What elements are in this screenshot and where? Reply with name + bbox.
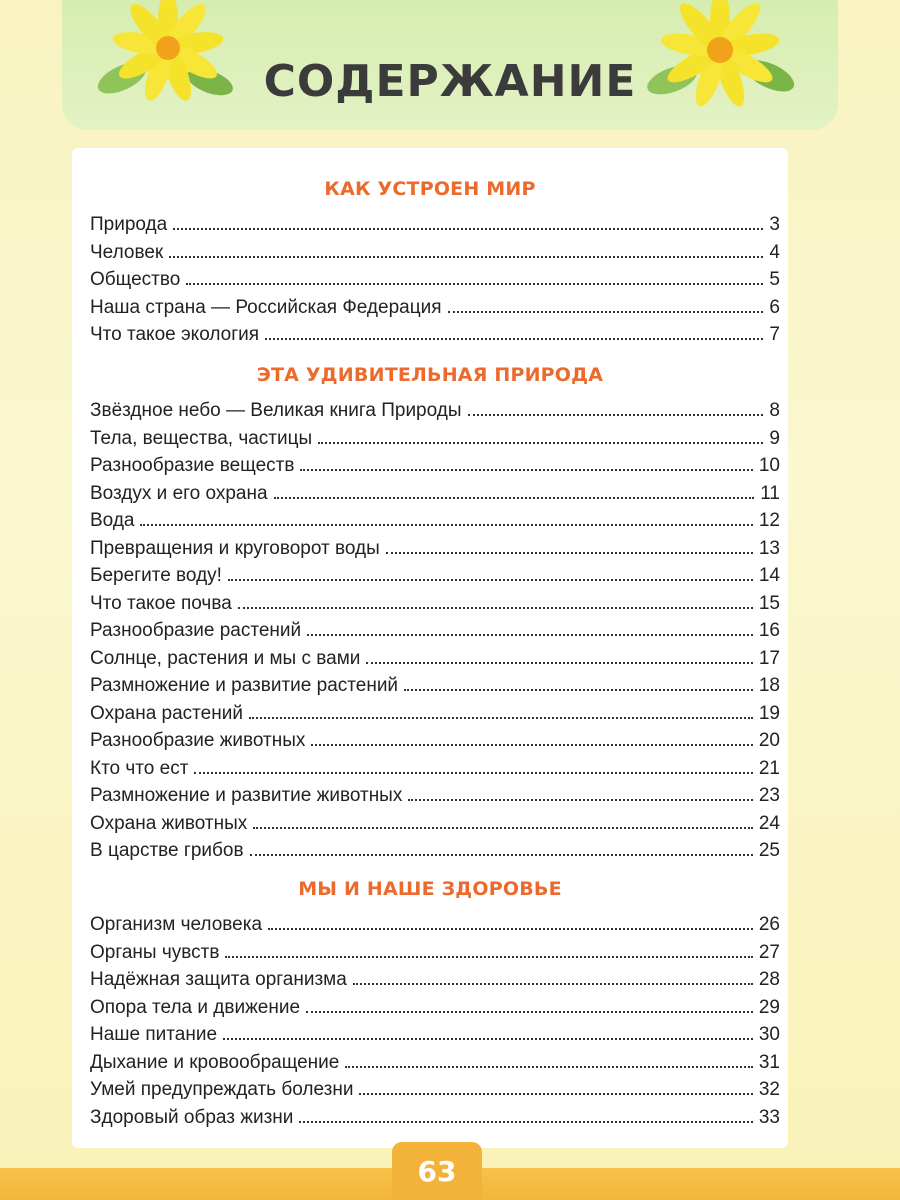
toc-entry-page: 29 [758, 996, 780, 1018]
dot-leader [140, 524, 752, 526]
toc-entry-page: 24 [758, 812, 780, 834]
toc-entry[interactable] [90, 1024, 780, 1050]
toc-entry-label: Что такое почва [90, 592, 232, 614]
toc-entry-page: 33 [758, 1106, 780, 1128]
toc-entry-page: 23 [758, 785, 780, 806]
toc-entry[interactable] [90, 997, 780, 1023]
toc-entry-page: 12 [758, 510, 780, 531]
toc-entry-label: Воздух и его охрана [90, 482, 268, 504]
toc-entry-page: 13 [758, 537, 780, 559]
dot-leader [366, 662, 752, 664]
toc-entry[interactable] [90, 942, 780, 968]
dot-leader [307, 634, 753, 636]
toc-entry-label: Что такое экология [90, 324, 260, 345]
toc-entry-label: Наше питание [90, 1024, 218, 1045]
toc-entry-page: 15 [758, 592, 780, 614]
toc-entry[interactable] [90, 758, 780, 784]
dot-leader [250, 854, 753, 856]
toc-entry[interactable] [90, 730, 780, 756]
toc-entry-label: Охрана животных [90, 812, 248, 834]
toc-entry-label: Органы чувств [90, 941, 220, 963]
dot-leader [306, 1011, 753, 1013]
toc-entry-page: 3 [769, 214, 780, 235]
toc-entry-label: Наша страна — Российская Федерация [90, 296, 442, 318]
dot-leader [169, 256, 763, 258]
dot-leader [268, 928, 753, 930]
dot-leader [265, 338, 763, 340]
toc-entry[interactable] [90, 269, 780, 295]
dot-leader [345, 1066, 753, 1068]
toc-entry-page: 21 [758, 757, 780, 779]
toc-entry[interactable] [90, 969, 780, 995]
toc-entry-label: Организм человека [90, 914, 263, 935]
toc-entry[interactable] [90, 565, 780, 591]
toc-entry[interactable] [90, 455, 780, 481]
toc-entry[interactable] [90, 428, 780, 454]
page-title: СОДЕРЖАНИЕ [263, 56, 637, 107]
toc-entry-page: 14 [758, 565, 780, 586]
toc-entry-page: 10 [758, 455, 780, 476]
toc-entry-page: 25 [758, 840, 780, 861]
toc-entry[interactable] [90, 324, 780, 350]
section-title: КАК УСТРОЕН МИР [324, 178, 536, 200]
dot-leader [228, 579, 753, 581]
toc-entry-page: 30 [758, 1024, 780, 1045]
dot-leader [353, 983, 753, 985]
toc-entry[interactable] [90, 1079, 780, 1105]
toc-entry[interactable] [90, 813, 780, 839]
dot-leader [299, 1121, 752, 1123]
toc-entry-page: 28 [758, 969, 780, 990]
toc-entry[interactable] [90, 593, 780, 619]
toc-entry[interactable] [90, 620, 780, 646]
toc-entry-page: 20 [758, 730, 780, 751]
toc-entry-page: 8 [769, 400, 780, 421]
toc-entry-page: 6 [769, 296, 780, 318]
dot-leader [225, 956, 752, 958]
dot-leader [468, 414, 764, 416]
toc-entry-page: 4 [769, 241, 780, 263]
toc-entry[interactable] [90, 510, 780, 536]
toc-entry-page: 11 [760, 482, 780, 504]
toc-entry[interactable] [90, 675, 780, 701]
toc-entry-label: Разнообразие веществ [90, 455, 295, 476]
toc-entry[interactable] [90, 483, 780, 509]
toc-entry[interactable] [90, 1107, 780, 1133]
toc-entry-page: 32 [758, 1079, 780, 1100]
toc-entry-label: Разнообразие животных [90, 730, 306, 751]
dot-leader [186, 283, 763, 285]
toc-entry-page: 18 [758, 675, 780, 696]
dot-leader [194, 772, 752, 774]
toc-entry[interactable] [90, 538, 780, 564]
toc-entry[interactable] [90, 242, 780, 268]
toc-entry-label: Человек [90, 241, 164, 263]
dot-leader [274, 497, 755, 499]
toc-entry[interactable] [90, 400, 780, 426]
toc-entry-label: Тела, вещества, частицы [90, 427, 313, 449]
toc-entry-label: Опора тела и движение [90, 996, 301, 1018]
dot-leader [408, 799, 753, 801]
dot-leader [238, 607, 753, 609]
toc-entry[interactable] [90, 840, 780, 866]
dot-leader [253, 827, 753, 829]
section-title: ЭТА УДИВИТЕЛЬНАЯ ПРИРОДА [256, 364, 604, 386]
toc-entry-label: Кто что ест [90, 757, 189, 779]
page-number: 63 [417, 1154, 457, 1188]
section-title: МЫ И НАШЕ ЗДОРОВЬЕ [298, 878, 562, 900]
toc-entry[interactable] [90, 297, 780, 323]
toc-entry-label: Превращения и круговорот воды [90, 537, 380, 559]
toc-entry-page: 31 [758, 1051, 780, 1073]
toc-entry[interactable] [90, 703, 780, 729]
toc-entry-label: В царстве грибов [90, 840, 244, 861]
dot-leader [173, 228, 763, 230]
toc-entry-label: Умей предупреждать болезни [90, 1079, 354, 1100]
dot-leader [223, 1038, 753, 1040]
toc-entry-label: Звёздное небо — Великая книга Природы [90, 400, 462, 421]
page-number-tab [392, 1142, 482, 1200]
dot-leader [386, 552, 753, 554]
dot-leader [318, 442, 763, 444]
toc-entry-label: Охрана растений [90, 702, 243, 724]
toc-entry-label: Здоровый образ жизни [90, 1106, 294, 1128]
dot-leader [448, 311, 764, 313]
dot-leader [404, 689, 753, 691]
dot-leader [311, 744, 752, 746]
dot-leader [300, 469, 752, 471]
toc-entry-page: 7 [769, 324, 780, 345]
toc-entry[interactable] [90, 1052, 780, 1078]
toc-entry-page: 16 [758, 620, 780, 641]
toc-entry-label: Дыхание и кровообращение [90, 1051, 340, 1073]
toc-entry-page: 19 [758, 702, 780, 724]
toc-entry-label: Размножение и развитие растений [90, 675, 399, 696]
toc-entry[interactable] [90, 914, 780, 940]
toc-entry-page: 17 [758, 647, 780, 669]
toc-entry-label: Солнце, растения и мы с вами [90, 647, 361, 669]
toc-entry[interactable] [90, 214, 780, 240]
toc-entry-label: Природа [90, 214, 168, 235]
toc-entry-label: Надёжная защита организма [90, 969, 347, 990]
toc-entry-label: Разнообразие растений [90, 620, 302, 641]
toc-entry-page: 27 [758, 941, 780, 963]
toc-entry-page: 5 [769, 269, 780, 290]
toc-entry-label: Размножение и развитие животных [90, 785, 403, 806]
dot-leader [249, 717, 753, 719]
toc-entry-page: 9 [769, 427, 780, 449]
dot-leader [359, 1093, 752, 1095]
toc-entry[interactable] [90, 648, 780, 674]
toc-entry[interactable] [90, 785, 780, 811]
toc-entry-page: 26 [758, 914, 780, 935]
toc-entry-label: Общество [90, 269, 181, 290]
toc-entry-label: Вода [90, 510, 135, 531]
toc-entry-label: Берегите воду! [90, 565, 222, 586]
